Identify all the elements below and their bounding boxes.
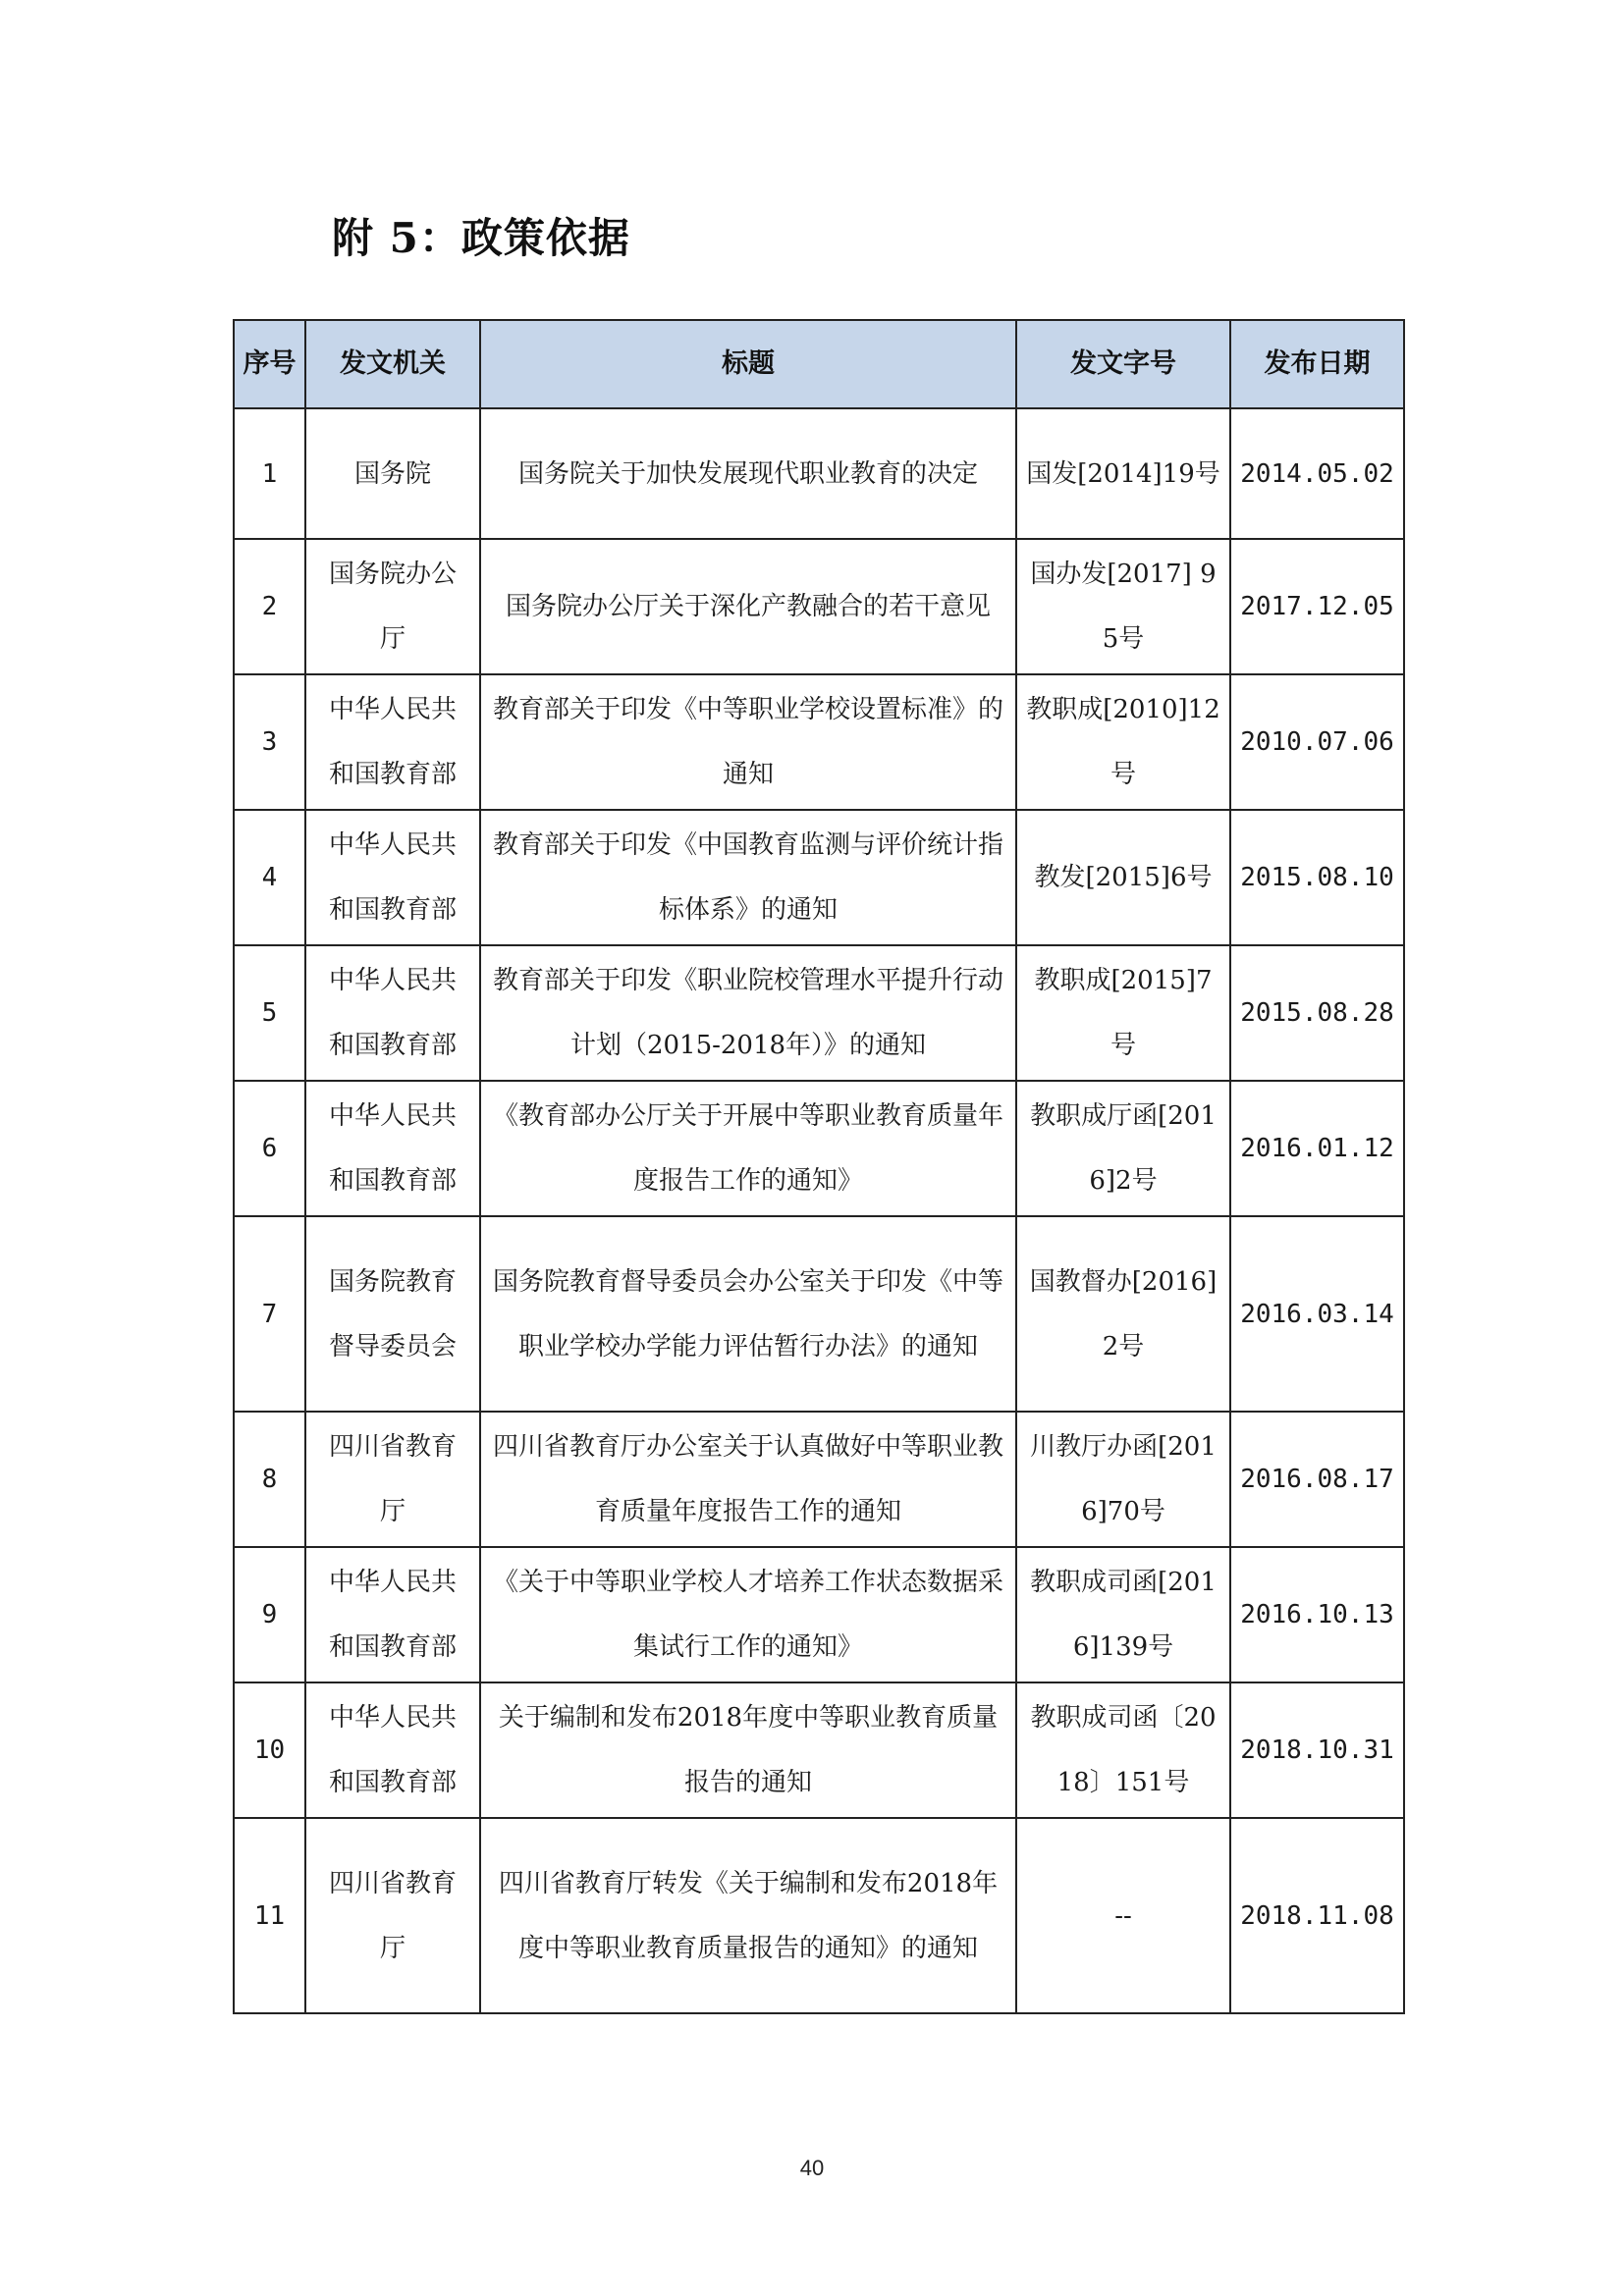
cell-org: 四川省教育厅 [305, 1412, 480, 1547]
cell-org: 国务院 [305, 408, 480, 539]
table-row [234, 1818, 1404, 2013]
cell-title: 四川省教育厅转发《关于编制和发布2018年度中等职业教育质量报告的通知》的通知 [480, 1818, 1016, 2013]
cell-no: 1 [234, 408, 305, 539]
cell-doc-no: 国办发[2017] 95号 [1016, 539, 1230, 674]
cell-doc-no: -- [1016, 1818, 1230, 2013]
cell-org: 中华人民共和国教育部 [305, 945, 480, 1081]
cell-title: 教育部关于印发《中等职业学校设置标准》的通知 [480, 674, 1016, 810]
table-row [234, 539, 1404, 674]
cell-org: 中华人民共和国教育部 [305, 1682, 480, 1818]
table-row [234, 1682, 1404, 1818]
cell-date: 2016.01.12 [1230, 1081, 1404, 1216]
cell-title: 国务院教育督导委员会办公室关于印发《中等职业学校办学能力评估暂行办法》的通知 [480, 1216, 1016, 1412]
cell-title: 《教育部办公厅关于开展中等职业教育质量年度报告工作的通知》 [480, 1081, 1016, 1216]
cell-doc-no: 川教厅办函[2016]70号 [1016, 1412, 1230, 1547]
cell-org: 中华人民共和国教育部 [305, 674, 480, 810]
cell-date: 2015.08.10 [1230, 810, 1404, 945]
cell-doc-no: 教发[2015]6号 [1016, 810, 1230, 945]
cell-date: 2018.11.08 [1230, 1818, 1404, 2013]
cell-date: 2010.07.06 [1230, 674, 1404, 810]
cell-date: 2016.10.13 [1230, 1547, 1404, 1682]
cell-doc-no: 国教督办[2016]2号 [1016, 1216, 1230, 1412]
cell-date: 2014.05.02 [1230, 408, 1404, 539]
cell-org: 中华人民共和国教育部 [305, 1547, 480, 1682]
cell-doc-no: 教职成[2015]7号 [1016, 945, 1230, 1081]
cell-org: 国务院教育督导委员会 [305, 1216, 480, 1412]
table-row [234, 674, 1404, 810]
column-header-doc-no: 发文字号 [1016, 320, 1230, 408]
cell-date: 2016.03.14 [1230, 1216, 1404, 1412]
cell-title: 关于编制和发布2018年度中等职业教育质量报告的通知 [480, 1682, 1016, 1818]
cell-no: 10 [234, 1682, 305, 1818]
column-header-title: 标题 [480, 320, 1016, 408]
cell-date: 2016.08.17 [1230, 1412, 1404, 1547]
policy-table [233, 319, 1405, 2014]
cell-doc-no: 教职成厅函[2016]2号 [1016, 1081, 1230, 1216]
cell-title: 国务院关于加快发展现代职业教育的决定 [480, 408, 1016, 539]
cell-no: 6 [234, 1081, 305, 1216]
table-row [234, 945, 1404, 1081]
table-row [234, 1081, 1404, 1216]
cell-no: 3 [234, 674, 305, 810]
page-number: 40 [799, 2156, 825, 2180]
table-row [234, 1412, 1404, 1547]
table-row [234, 408, 1404, 539]
cell-title: 国务院办公厅关于深化产教融合的若干意见 [480, 539, 1016, 674]
cell-doc-no: 教职成司函[2016]139号 [1016, 1547, 1230, 1682]
cell-no: 5 [234, 945, 305, 1081]
table-row [234, 1547, 1404, 1682]
cell-date: 2015.08.28 [1230, 945, 1404, 1081]
table-header-row [234, 320, 1404, 408]
cell-doc-no: 国发[2014]19号 [1016, 408, 1230, 539]
cell-no: 11 [234, 1818, 305, 2013]
column-header-date: 发布日期 [1230, 320, 1404, 408]
page-heading: 附 5：政策依据 [332, 214, 630, 262]
cell-title: 教育部关于印发《职业院校管理水平提升行动计划（2015-2018年）》的通知 [480, 945, 1016, 1081]
cell-no: 8 [234, 1412, 305, 1547]
table-row [234, 810, 1404, 945]
cell-no: 4 [234, 810, 305, 945]
cell-doc-no: 教职成[2010]12号 [1016, 674, 1230, 810]
cell-title: 《关于中等职业学校人才培养工作状态数据采集试行工作的通知》 [480, 1547, 1016, 1682]
cell-title: 教育部关于印发《中国教育监测与评价统计指标体系》的通知 [480, 810, 1016, 945]
cell-title: 四川省教育厅办公室关于认真做好中等职业教育质量年度报告工作的通知 [480, 1412, 1016, 1547]
column-header-no: 序号 [234, 320, 305, 408]
cell-doc-no: 教职成司函〔2018〕151号 [1016, 1682, 1230, 1818]
cell-no: 7 [234, 1216, 305, 1412]
column-header-org: 发文机关 [305, 320, 480, 408]
cell-no: 2 [234, 539, 305, 674]
cell-org: 中华人民共和国教育部 [305, 1081, 480, 1216]
cell-org: 四川省教育厅 [305, 1818, 480, 2013]
cell-date: 2017.12.05 [1230, 539, 1404, 674]
table-row [234, 1216, 1404, 1412]
cell-org: 国务院办公厅 [305, 539, 480, 674]
cell-date: 2018.10.31 [1230, 1682, 1404, 1818]
cell-no: 9 [234, 1547, 305, 1682]
cell-org: 中华人民共和国教育部 [305, 810, 480, 945]
